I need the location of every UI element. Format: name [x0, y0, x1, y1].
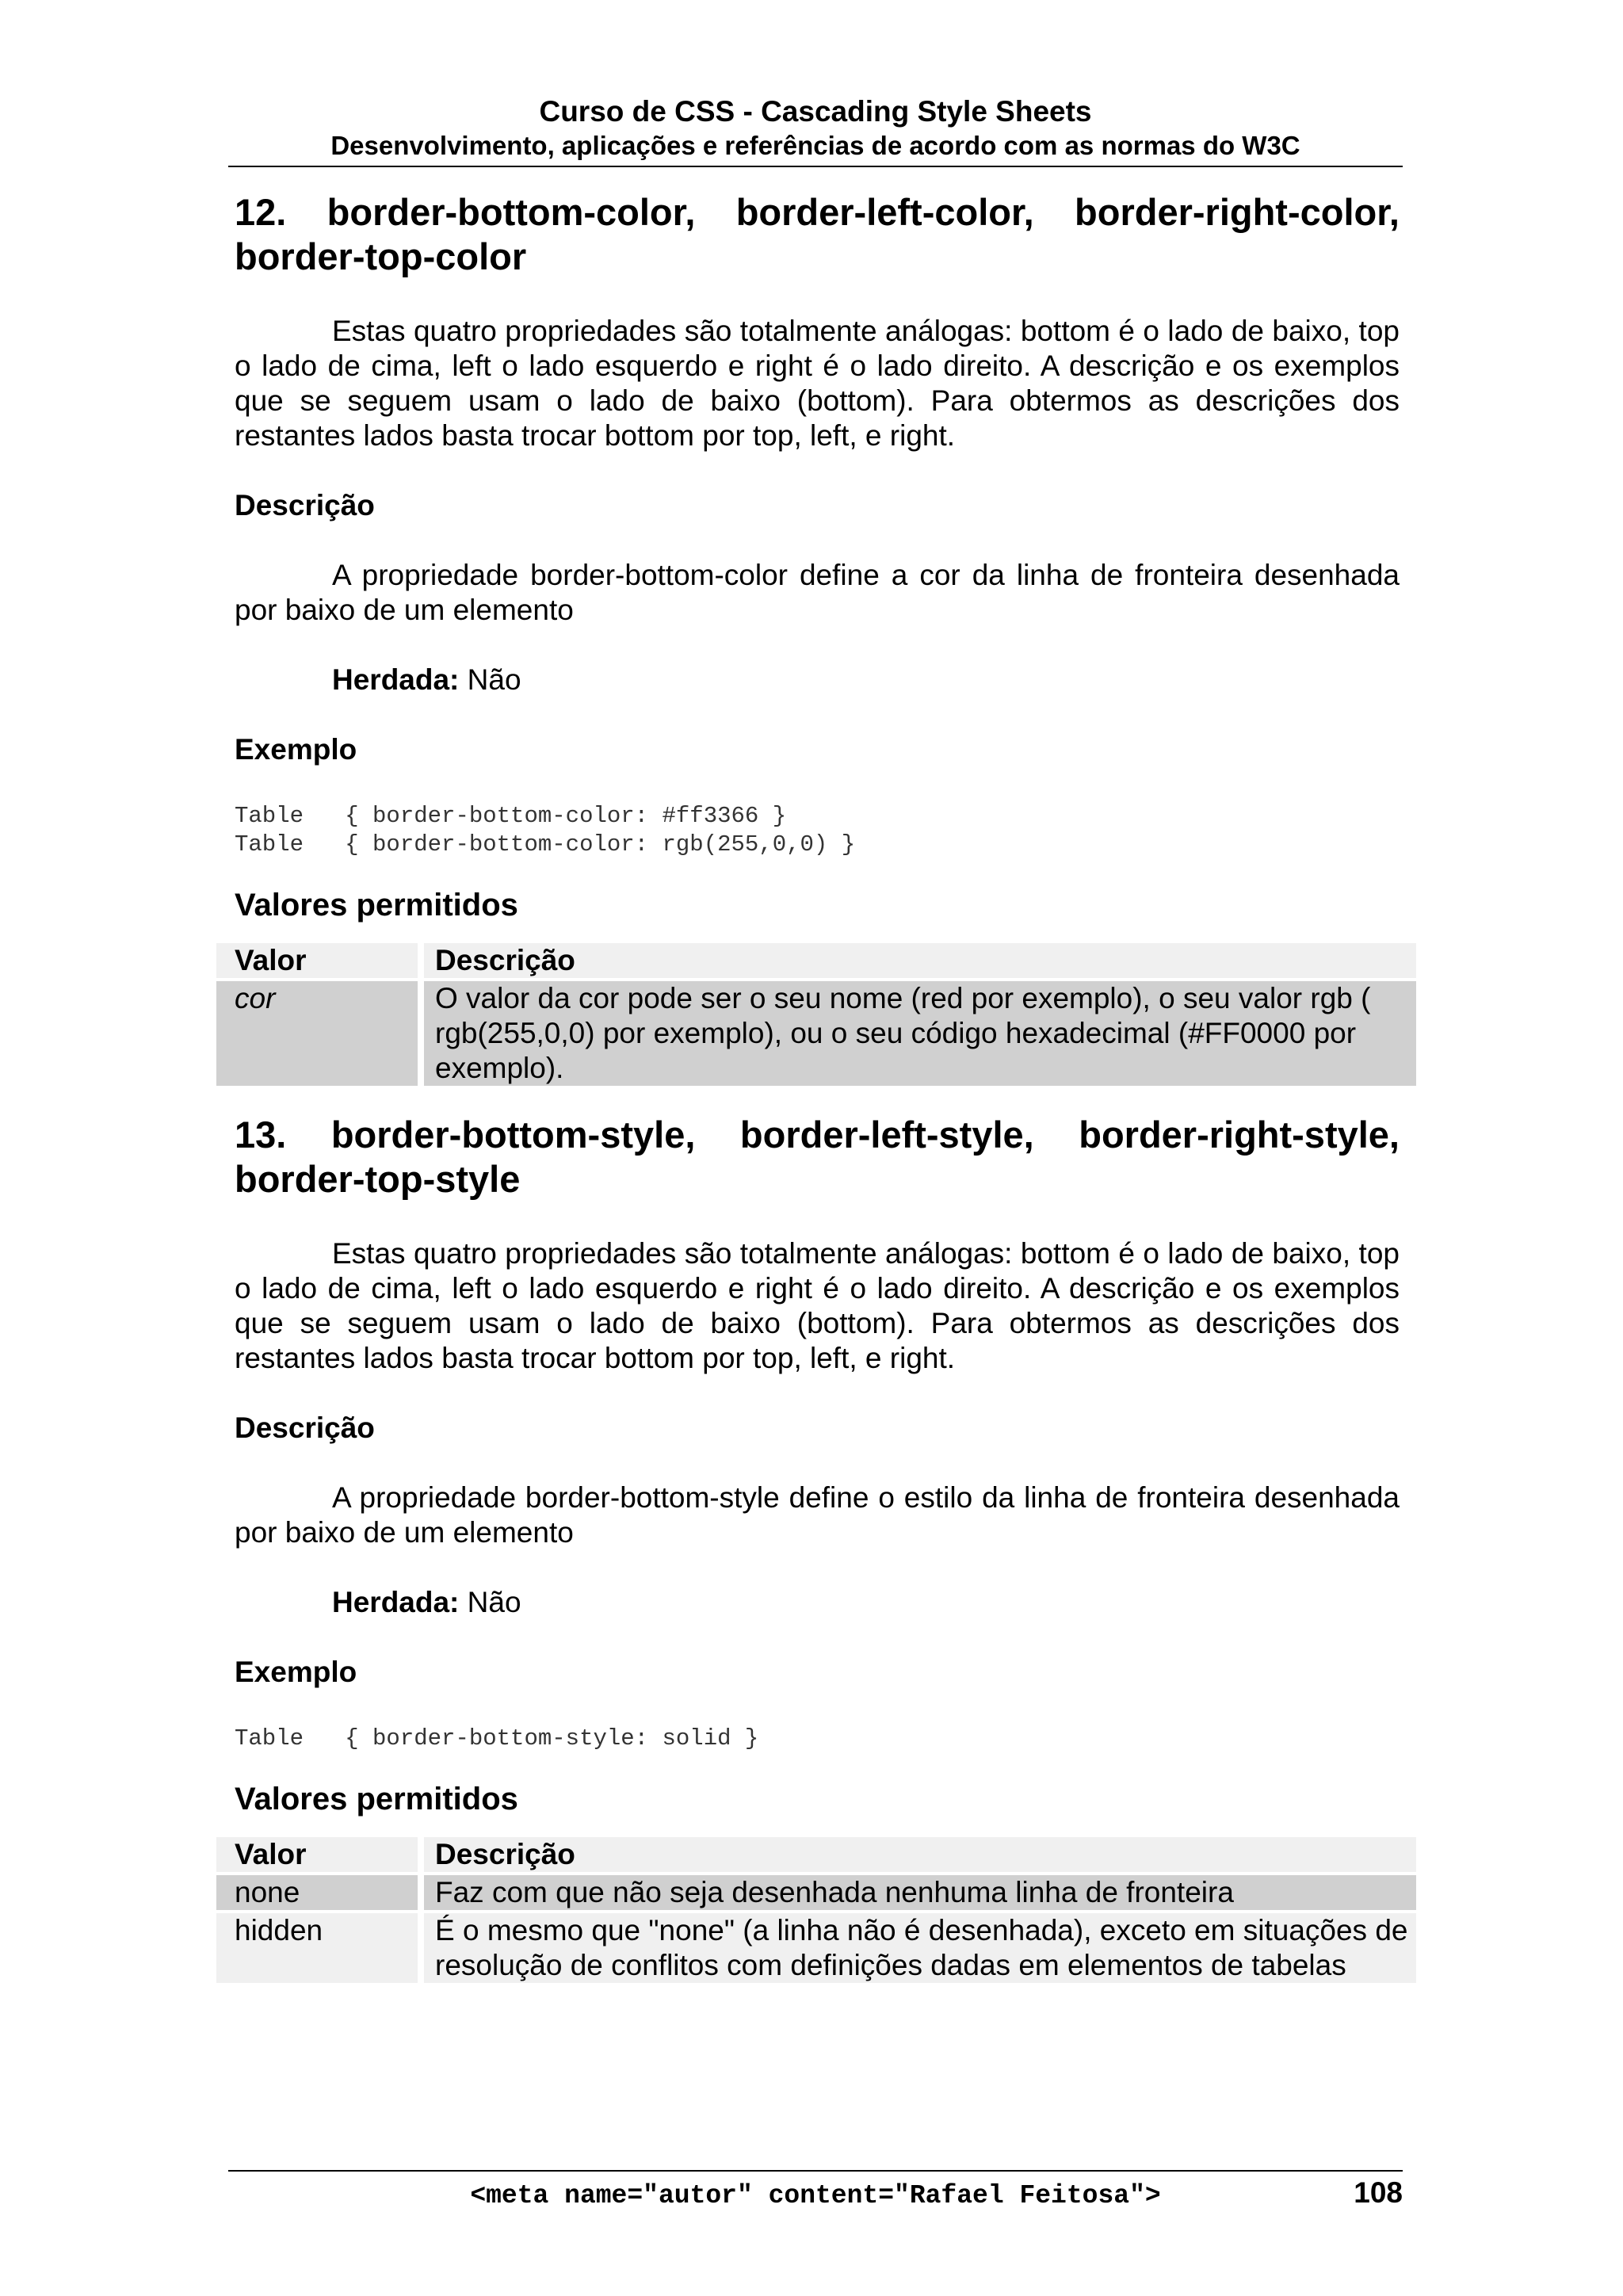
- section-13-title-line2: border-top-style: [235, 1158, 521, 1200]
- herdada-value: Não: [459, 663, 521, 696]
- header-rule: [228, 166, 1403, 167]
- section-12-desc-text: A propriedade border-bottom-color define a cor da linha de fronteira desenhada por baixo de um elemento: [235, 559, 1400, 626]
- cell-valor: cor: [216, 981, 418, 1086]
- section-13-title: [235, 1113, 1400, 1201]
- section-12-values-heading: Valores permitidos: [235, 888, 518, 923]
- table-row: [216, 1875, 1416, 1910]
- cell-valor: none: [216, 1875, 418, 1910]
- herdada-value: Não: [459, 1586, 521, 1618]
- section-12-desc-heading: Descrição: [235, 489, 375, 521]
- col-descricao-header: Descrição: [418, 1837, 1416, 1872]
- page-content: [235, 190, 1408, 1986]
- page-footer: [228, 2175, 1403, 2214]
- col-valor-header: Valor: [216, 1837, 418, 1872]
- section-12-herdada: [235, 663, 1400, 697]
- page-header: [228, 94, 1403, 162]
- cell-valor: hidden: [216, 1913, 418, 1983]
- header-title: Curso de CSS - Cascading Style Sheets: [539, 95, 1092, 128]
- table-header-row: [216, 943, 1416, 978]
- section-13-desc-text: A propriedade border-bottom-style define o estilo da linha de fronteira desenhada por baixo de um elemento: [235, 1481, 1400, 1549]
- herdada-label: Herdada:: [332, 1586, 460, 1618]
- section-13-desc-heading: Descrição: [235, 1412, 375, 1444]
- section-12-example-heading: Exemplo: [235, 733, 357, 766]
- section-13-values-table: [216, 1834, 1416, 1986]
- col-valor-header: Valor: [216, 943, 418, 978]
- col-descricao-header: Descrição: [418, 943, 1416, 978]
- cell-descricao: Faz com que não seja desenhada nenhuma linha de fronteira: [418, 1875, 1416, 1910]
- section-13-herdada: [235, 1585, 1400, 1620]
- header-subtitle: Desenvolvimento, aplicações e referências de acordo com as normas do W3C: [330, 131, 1300, 160]
- section-13-title-line1: 13. border-bottom-style, border-left-style, border-right-style,: [235, 1114, 1400, 1156]
- table-row: [216, 1913, 1416, 1983]
- herdada-label: Herdada:: [332, 663, 460, 696]
- footer-meta: <meta name="autor" content="Rafael Feitosa">: [470, 2181, 1161, 2210]
- section-13-intro: Estas quatro propriedades são totalmente análogas: bottom é o lado de baixo, top o lado de cima, left o lado esquerdo e right é o lado direito. A descrição e os exemplos que se seguem usam o lado de baixo (bottom). Para obtermos as descrições dos restantes lados basta trocar bottom por top, left, e right.: [235, 1237, 1400, 1374]
- section-12-title-line1: 12. border-bottom-color, border-left-color, border-right-color,: [235, 191, 1400, 233]
- cell-descricao: É o mesmo que "none" (a linha não é desenhada), exceto em situações de resolução de conflitos com definições dadas em elementos de tabelas: [418, 1913, 1416, 1983]
- section-12-code: Table { border-bottom-color: #ff3366 } Table { border-bottom-color: rgb(255,0,0) }: [235, 803, 856, 858]
- section-12-intro: Estas quatro propriedades são totalmente análogas: bottom é o lado de baixo, top o lado de cima, left o lado esquerdo e right é o lado direito. A descrição e os exemplos que se seguem usam o lado de baixo (bottom). Para obtermos as descrições dos restantes lados basta trocar bottom por top, left, e right.: [235, 315, 1400, 452]
- section-13-code: Table { border-bottom-style: solid }: [235, 1725, 759, 1752]
- footer-rule: [228, 2170, 1403, 2172]
- page-number: 108: [1354, 2176, 1403, 2209]
- cell-descricao: O valor da cor pode ser o seu nome (red por exemplo), o seu valor rgb ( rgb(255,0,0) por exemplo), ou o seu código hexadecimal (#FF0000 por exemplo).: [418, 981, 1416, 1086]
- section-13-values-heading: Valores permitidos: [235, 1782, 518, 1817]
- section-12-title-line2: border-top-color: [235, 235, 527, 277]
- section-12-values-table: [216, 940, 1416, 1089]
- section-13-example-heading: Exemplo: [235, 1656, 357, 1688]
- table-row: [216, 981, 1416, 1086]
- section-12-title: [235, 190, 1400, 279]
- table-header-row: [216, 1837, 1416, 1872]
